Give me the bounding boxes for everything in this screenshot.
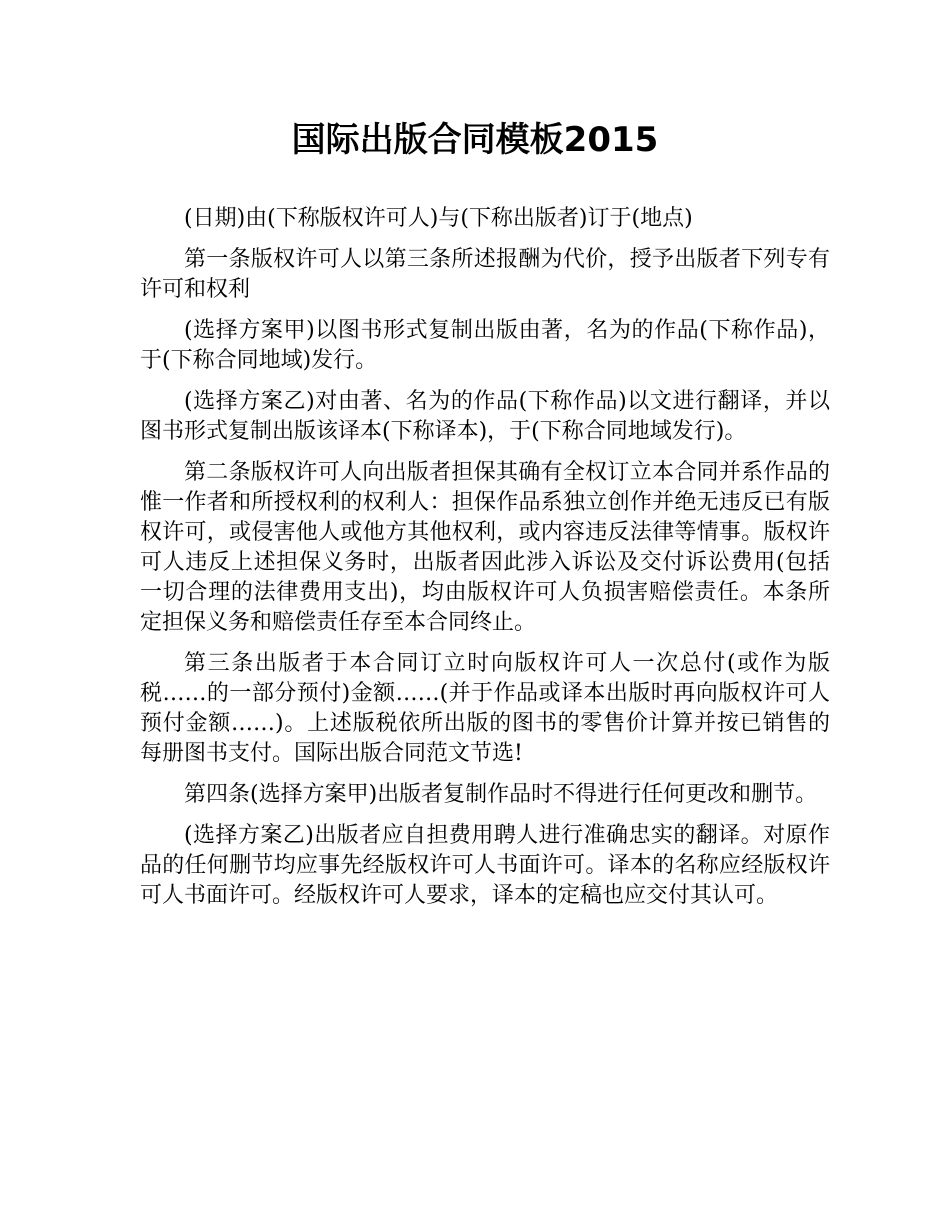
paragraph-article-4-option-a: 第四条(选择方案甲)出版者复制作品时不得进行任何更改和删节。 bbox=[184, 782, 818, 807]
paragraph-article-3: 第三条出版者于本合同订立时向版权许可人一次总付(或作为版税……的一部分预付)金额……(并于作品或译本出版时再向版权许可人预付金额……)。上述版税依所出版的图书的零售价计算并按已销售的每册图书支付。国际出版合同范文节选! bbox=[140, 651, 830, 766]
document-body bbox=[140, 204, 830, 922]
document-title: 国际出版合同模板2015 bbox=[291, 120, 659, 160]
paragraph-date: (日期)由(下称版权许可人)与(下称出版者)订于(地点) bbox=[184, 206, 693, 231]
paragraph-option-b: (选择方案乙)对由著、名为的作品(下称作品)以文进行翻译，并以图书形式复制出版该译本(下称译本)，于(下称合同地域发行)。 bbox=[140, 389, 830, 444]
paragraph-article-2: 第二条版权许可人向出版者担保其确有全权订立本合同并系作品的惟一作者和所授权利的权利人：担保作品系独立创作并绝无违反已有版权许可，或侵害他人或他方其他权利，或内容违反法律等情事。版权许可人违反上述担保义务时，出版者因此涉入诉讼及交付诉讼费用(包括一切合理的法律费用支出)，均由版权许可人负损害赔偿责任。本条所定担保义务和赔偿责任存至本合同终止。 bbox=[140, 460, 830, 635]
paragraph-option-a: (选择方案甲)以图书形式复制出版由著，名为的作品(下称作品)，于(下称合同地域)发行。 bbox=[140, 318, 830, 373]
paragraph-article-4-option-b: (选择方案乙)出版者应自担费用聘人进行准确忠实的翻译。对原作品的任何删节均应事先经版权许可人书面许可。译本的名称应经版权许可人书面许可。经版权许可人要求，译本的定稿也应交付其认可。 bbox=[140, 823, 830, 908]
paragraph-article-1: 第一条版权许可人以第三条所述报酬为代价，授予出版者下列专有许可和权利 bbox=[140, 247, 830, 302]
